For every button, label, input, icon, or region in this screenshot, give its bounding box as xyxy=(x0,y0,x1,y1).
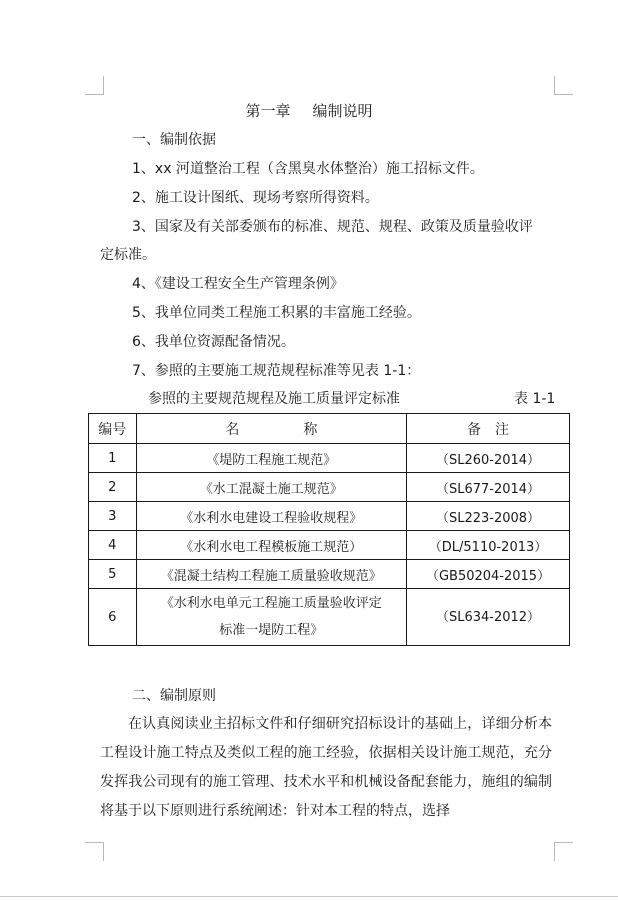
header-name-part: 称 xyxy=(303,421,318,438)
table-row xyxy=(89,560,570,589)
row-name-line: 《水利水电单元工程施工质量验收评定 xyxy=(160,596,382,611)
row-no: 3 xyxy=(89,502,137,531)
page-corner-mark xyxy=(554,842,573,861)
chapter-title xyxy=(0,102,618,120)
row-no: 1 xyxy=(89,444,137,473)
list-item: 3、国家及有关部委颁布的标准、规范、规程、政策及质量验收评 xyxy=(132,219,533,235)
row-note: （SL260-2014） xyxy=(407,444,570,473)
row-name xyxy=(136,589,406,646)
chapter-number: 第一章 xyxy=(245,102,291,120)
row-note: （DL/5110-2013） xyxy=(407,531,570,560)
row-name: 《水利水电工程模板施工规范） xyxy=(136,531,406,560)
table-caption: 参照的主要规范规程及施工质量评定标准 xyxy=(148,391,400,407)
row-no: 4 xyxy=(89,531,137,560)
row-note: （GB50204-2015） xyxy=(407,560,570,589)
header-name-part: 名 xyxy=(225,421,240,438)
row-no: 6 xyxy=(89,589,137,646)
list-item: 定标准。 xyxy=(100,247,156,263)
header-note-part: 备 xyxy=(467,421,482,438)
page-corner-mark xyxy=(85,842,104,861)
standards-table xyxy=(88,413,570,646)
row-name: 《混凝土结构工程施工质量验收规范》 xyxy=(136,560,406,589)
row-no: 2 xyxy=(89,473,137,502)
header-note-part: 注 xyxy=(495,421,510,438)
row-name: 《水工混凝土施工规范》 xyxy=(136,473,406,502)
row-name-line: 标准一堤防工程》 xyxy=(219,623,324,638)
row-note: （SL677-2014） xyxy=(407,473,570,502)
table-label: 表 1-1 xyxy=(514,391,556,407)
chapter-name: 编制说明 xyxy=(312,102,373,120)
header-name xyxy=(136,414,406,444)
header-note xyxy=(407,414,570,444)
list-item: 4、《建设工程安全生产管理条例》 xyxy=(132,276,344,292)
section2-paragraph: 在认真阅读业主招标文件和仔细研究招标设计的基础上，详细分析本工程设计施工特点及类似工程的施工经验，依据相关设计施工规范，充分发挥我公司现有的施工管理、技术水平和机械设备配套能力，施组的编制将基于以下原则进行系统阐述：针对本工程的特点，选择 xyxy=(100,716,552,819)
row-no: 5 xyxy=(89,560,137,589)
table-row xyxy=(89,589,570,646)
header-no: 编号 xyxy=(89,414,137,444)
row-name: 《水利水电建设工程验收规程》 xyxy=(136,502,406,531)
section2-heading: 二、编制原则 xyxy=(132,688,216,704)
table-header-row xyxy=(89,414,570,444)
page-corner-mark xyxy=(85,76,104,95)
page-bottom-edge xyxy=(0,896,618,897)
list-item: 6、我单位资源配备情况。 xyxy=(132,334,295,350)
table-row xyxy=(89,444,570,473)
list-item: 1、xx 河道整治工程（含黑臭水体整治）施工招标文件。 xyxy=(132,161,484,177)
table-row xyxy=(89,473,570,502)
row-note: （SL634-2012） xyxy=(407,589,570,646)
list-item: 2、施工设计图纸、现场考察所得资料。 xyxy=(132,190,379,206)
table-row xyxy=(89,502,570,531)
page-corner-mark xyxy=(554,76,573,95)
list-item: 7、参照的主要施工规范规程标准等见表 1-1： xyxy=(132,363,421,379)
row-name: 《堤防工程施工规范》 xyxy=(136,444,406,473)
list-item: 5、我单位同类工程施工积累的丰富施工经验。 xyxy=(132,305,421,321)
section1-heading: 一、编制依据 xyxy=(132,132,216,148)
row-note: （SL223-2008） xyxy=(407,502,570,531)
table-row xyxy=(89,531,570,560)
